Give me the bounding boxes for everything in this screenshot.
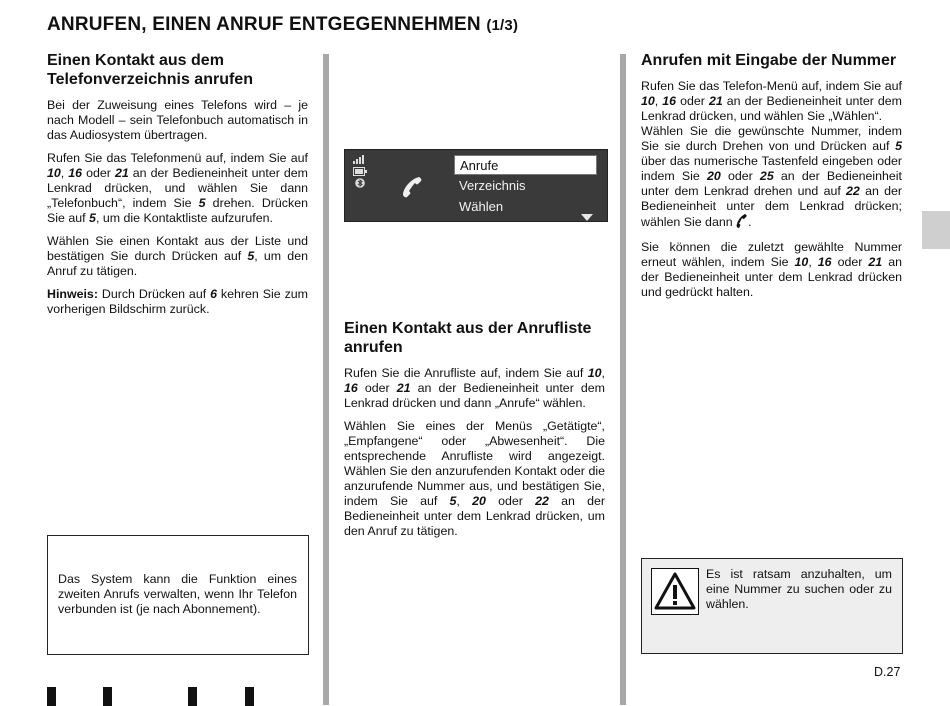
- right-column: [641, 51, 902, 300]
- phone-menu-screen: [344, 149, 608, 222]
- left-paragraph-2: Rufen Sie das Telefonmenü auf, indem Sie auf 10, 16 oder 21 an der Bedieneinheit unter dem Lenkrad drücken, und wählen Sie dann „Telefonbuch“, indem Sie 5 drehen. Drücken Sie auf 5, um die Kontaktliste aufzurufen.: [47, 151, 309, 225]
- left-heading: Einen Kontakt aus dem Telefonverzeichnis anrufen: [47, 52, 253, 88]
- note-text: Das System kann die Funktion eines zweiten Anrufs verwalten, wenn Ihr Telefon verbunden ist (je nach Abonnement).: [58, 572, 297, 616]
- phone-handset-icon: [400, 175, 424, 204]
- warning-text: Es ist ratsam anzuhalten, um eine Nummer zu suchen oder zu wählen.: [706, 567, 892, 611]
- left-column: [47, 51, 308, 317]
- right-paragraph-2: Sie können die zuletzt gewählte Nummer erneut wählen, indem Sie 10, 16 oder 21 an der Bedieneinheit unter dem Lenkrad drücken und gedrückt halten.: [641, 240, 902, 299]
- left-paragraph-1: Bei der Zuweisung eines Telefons wird – je nach Modell – sein Telefonbuch automatisch in das Audiosystem übertragen.: [47, 98, 308, 142]
- note-box: [47, 535, 309, 655]
- print-mark-1: [47, 687, 56, 706]
- left-paragraph-4: Hinweis: Durch Drücken auf 6 kehren Sie zum vorherigen Bildschirm zurück.: [47, 287, 308, 316]
- middle-heading: Einen Kontakt aus der Anrufliste anrufen: [344, 320, 592, 356]
- page-title-text: ANRUFEN, EINEN ANRUF ENTGEGENNEHMEN: [47, 14, 481, 35]
- print-mark-2: [103, 687, 112, 706]
- left-paragraph-3: Wählen Sie einen Kontakt aus der Liste und bestätigen Sie durch Drücken auf 5, um den Anruf zu tätigen.: [47, 234, 308, 278]
- call-handset-icon: [736, 214, 748, 232]
- warning-triangle-icon: [651, 568, 699, 620]
- warning-box: [641, 558, 903, 654]
- page-number: D.27: [874, 665, 901, 679]
- right-paragraph-1: Rufen Sie das Telefon-Menü auf, indem Sie auf 10, 16 oder 21 an der Bedieneinheit unter dem Lenkrad drücken, und wählen Sie „Wählen“. Wählen Sie die gewünschte Nummer, indem Sie sie durch Drehen von und Drücken auf 5 über das numerische Tastenfeld eingeben oder indem Sie 20 oder 25 an der Bedieneinheit unter dem Lenkrad drehen und auf 22 an der Bedieneinheit unter dem Lenkrad drücken; wählen Sie dann .: [641, 79, 902, 232]
- signal-icon: [353, 155, 367, 164]
- print-mark-4: [245, 687, 254, 706]
- page-title: [47, 14, 518, 36]
- column-divider-left: [323, 54, 329, 705]
- middle-column: [344, 319, 605, 539]
- page-indicator: (1/3): [486, 17, 519, 34]
- menu-item-waehlen[interactable]: Wählen: [459, 199, 504, 214]
- menu-item-verzeichnis[interactable]: Verzeichnis: [459, 178, 526, 193]
- bluetooth-icon: [353, 178, 367, 187]
- battery-icon: [353, 167, 367, 176]
- scroll-down-arrow-icon[interactable]: [581, 208, 593, 226]
- print-mark-3: [188, 687, 197, 706]
- column-divider-right: [620, 54, 626, 705]
- section-tab: [922, 211, 950, 249]
- menu-item-anrufe[interactable]: Anrufe: [454, 155, 597, 175]
- right-heading: Anrufen mit Eingabe der Nummer: [641, 52, 897, 69]
- middle-paragraph-2: Wählen Sie eines der Menüs „Getätigte“, „Empfangene“ oder „Abwesenheit“. Die entsprechende Anrufliste wird angezeigt. Wählen Sie den anzurufenden Kontakt oder die anzurufende Nummer aus, und bestätigen Sie, indem Sie auf 5, 20 oder 22 an der Bedieneinheit unter dem Lenkrad drücken, um den Anruf zu tätigen.: [344, 419, 605, 538]
- middle-paragraph-1: Rufen Sie die Anrufliste auf, indem Sie auf 10, 16 oder 21 an der Bedieneinheit unter dem Lenkrad drücken und dann „Anrufe“ wählen.: [344, 366, 605, 410]
